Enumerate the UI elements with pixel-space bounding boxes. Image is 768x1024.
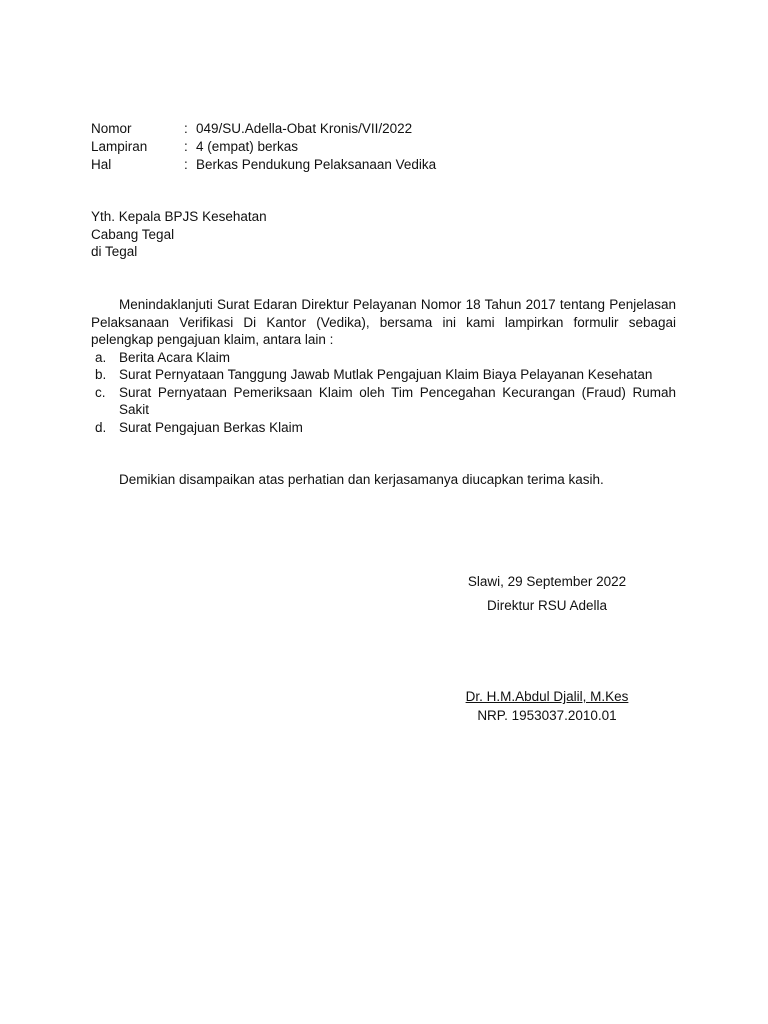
header-label: Nomor (91, 121, 132, 136)
list-marker: d. (95, 419, 107, 435)
signature-place-date: Slawi, 29 September 2022 (467, 574, 627, 589)
address-line-3: di Tegal (91, 244, 138, 259)
header-label: Lampiran (91, 139, 148, 154)
list-marker: c. (95, 384, 106, 400)
list-item-text: Surat Pengajuan Berkas Klaim (119, 419, 303, 435)
list-item (91, 349, 676, 367)
list-item-text: Berita Acara Klaim (119, 349, 231, 365)
signatory-name: Dr. H.M.Abdul Djalil, M.Kes (465, 689, 629, 704)
header-row-hal (91, 156, 436, 174)
list-item (91, 419, 676, 437)
letter-body (91, 296, 676, 436)
address-line-1: Yth. Kepala BPJS Kesehatan (91, 209, 267, 224)
address-line-2: Cabang Tegal (91, 226, 175, 242)
header-value-lampiran: 4 (empat) berkas (196, 139, 299, 154)
list-item-text: Surat Pernyataan Pemeriksaan Klaim oleh Tim Pencegahan Kecurangan (Fraud) Rumah Sakit (119, 384, 676, 417)
letter-header (91, 120, 436, 174)
header-value-nomor: 049/SU.Adella-Obat Kronis/VII/2022 (196, 121, 413, 136)
header-row-lampiran (91, 138, 436, 156)
header-label: Hal (91, 157, 112, 172)
intro-paragraph: Menindaklanjuti Surat Edaran Direktur Pelayanan Nomor 18 Tahun 2017 tentang Penjelasan Pelaksanaan Verifikasi Di Kantor (Vedika), bersama ini kami lampirkan formulir sebagai pelengkap pengajuan klaim, antara lain : (91, 297, 676, 347)
signature-position: Direktur RSU Adella (486, 598, 608, 613)
recipient-address (91, 208, 267, 261)
header-colon: : (184, 121, 188, 136)
header-row-nomor (91, 120, 436, 138)
list-marker: b. (95, 367, 107, 382)
header-colon: : (184, 157, 188, 172)
closing-paragraph: Demikian disampaikan atas perhatian dan kerjasamanya diucapkan terima kasih. (119, 472, 604, 487)
header-value-hal: Berkas Pendukung Pelaksanaan Vedika (196, 157, 437, 172)
attachment-list (91, 349, 676, 437)
list-item (91, 366, 676, 384)
list-marker: a. (95, 349, 107, 365)
list-item (91, 384, 676, 419)
signatory-nrp: NRP. 1953037.2010.01 (477, 708, 617, 723)
header-colon: : (184, 139, 188, 154)
list-item-text: Surat Pernyataan Tanggung Jawab Mutlak Pengajuan Klaim Biaya Pelayanan Kesehatan (119, 367, 653, 382)
